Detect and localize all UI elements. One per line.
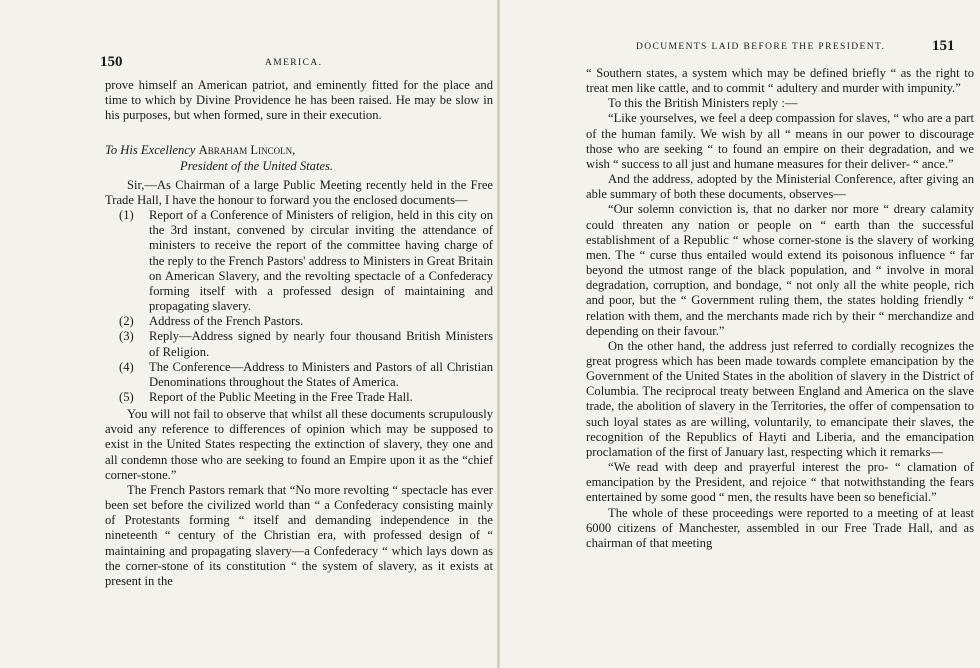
- right-body: [586, 66, 974, 551]
- document-item: [105, 329, 493, 359]
- address-intro: And the address, adopted by the Ministerial Conference, after giving an able summary of both these documents, observes—: [586, 172, 974, 202]
- british-quote: “Like yourselves, we feel a deep compassion for slaves, “ who are a part of the human family. We wish by all “ means in our power to discourage those who are seeking “ to found an empire on their degradation, and we wish “ success to all just and humane measures for their deliver- “ ance.”: [586, 111, 974, 171]
- paragraph-observe: You will not fail to observe that whilst all these documents scrupulously avoid any reference to differences of opinion which may be supposed to exist in the United States respecting the extinction of slavery, they one and all condemn those who are seeking to found an Empire upon it as the “chief corner-stone.”: [105, 407, 493, 482]
- prayerful-quote: “We read with deep and prayerful interest the pro- “ clamation of emancipation by the President, and rejoice “ that notwithstanding the fears entertained by some good “ men, the results have been so beneficial.”: [586, 460, 974, 505]
- item-number: (4): [119, 359, 134, 374]
- right-page: [500, 0, 980, 668]
- item-text: The Conference—Address to Ministers and Pastors of all Christian Denominations throughout the States of America.: [149, 359, 493, 389]
- document-item: [105, 360, 493, 390]
- item-text: Report of a Conference of Ministers of religion, held in this city on the 3rd instant, convened by circular inviting the attendance of ministers to receive the report of the committee having charge of the reply to the French Pastors' address to Ministers in Great Britain on American Slavery, and the revolting spectacle of a Confederacy forming itself with a professed design of maintaining and propagating slavery.: [149, 208, 493, 314]
- left-body: [105, 78, 493, 589]
- british-intro: To this the British Ministers reply :—: [608, 96, 798, 111]
- item-number: (2): [119, 314, 134, 329]
- item-number: (3): [119, 329, 134, 344]
- item-text: Report of the Public Meeting in the Free Trade Hall.: [149, 389, 413, 404]
- continuation: “ Southern states, a system which may be defined briefly “ as the right to treat men like cattle, and to commit “ adultery and murder with impunity.”: [586, 66, 974, 96]
- running-head: DOCUMENTS LAID BEFORE THE PRESIDENT.: [636, 42, 886, 52]
- final-paragraph: The whole of these proceedings were reported to a meeting of at least 6000 citizens of Manchester, assembled in our Free Trade Hall, and as chairman of that meeting: [586, 505, 974, 550]
- document-item: [105, 314, 493, 329]
- salutation-prefix: To His Excellency: [105, 143, 196, 158]
- item-text: Address of the French Pastors.: [149, 314, 304, 329]
- item-text: Reply—Address signed by nearly four thousand British Ministers of Religion.: [149, 329, 493, 359]
- item-number: (1): [119, 208, 134, 223]
- page-number: 151: [932, 38, 955, 54]
- item-number: (5): [119, 389, 134, 404]
- paragraph-french-pastors: The French Pastors remark that “No more revolting “ spectacle has ever been set before the civilized world than “ a Confederacy consisting mainly of Protestants forming “ itself and demanding independence in the nineteenth “ century of the Christian era, with professed design of “ maintaining and propagating slavery—a Confederacy “ which lays down as the corner-stone of its constitution “ the system of slavery, as it exists at present in the: [105, 482, 493, 588]
- document-item: [105, 390, 493, 405]
- salutation-line-1: [105, 143, 493, 158]
- letter-intro: Sir,—As Chairman of a large Public Meeting recently held in the Free Trade Hall, I have the honour to forward you the enclosed documents—: [105, 177, 493, 207]
- opening-paragraph: prove himself an American patriot, and eminently fitted for the place and time to which by Divine Providence he has been raised. He may be slow in his purposes, but when formed, sure in their execution.: [105, 78, 493, 123]
- recipient-name: Abraham Lincoln,: [198, 143, 296, 158]
- address-quote: “Our solemn conviction is, that no darker nor more “ dreary calamity could threaten any nation or people on “ earth than the successful establishment of a Republic “ whose corner-stone is the slavery of working men. The “ curse thus entailed would extend its poisonous influence “ far beyond the utmost range of the black population, and “ involve in moral degradation, corruption, and bondage, “ not only all the white people, rich and poor, but the “ Government ruling them, the states holding friendly “ relation with them, and the merchants made rich by their “ merchandize and depending on their favour.”: [586, 202, 974, 338]
- salutation-line-2: President of the United States.: [180, 158, 334, 173]
- page-number: 150: [100, 54, 123, 70]
- document-item: [105, 208, 493, 314]
- other-hand-paragraph: On the other hand, the address just referred to cordially recognizes the great progress which has been made towards complete emancipation by the Government of the United States in the abolition of slavery in the District of Columbia. The reciprocal treaty between England and America on the slave trade, the abolition of slavery in the Territories, the offer of compensation to such loyal states as are willing, voluntarily, to emancipate their slaves, the recognition of the Republics of Hayti and Liberia, and the emancipation proclamation of the first of January last, respecting which it remarks—: [586, 338, 974, 459]
- running-head: AMERICA.: [265, 58, 323, 68]
